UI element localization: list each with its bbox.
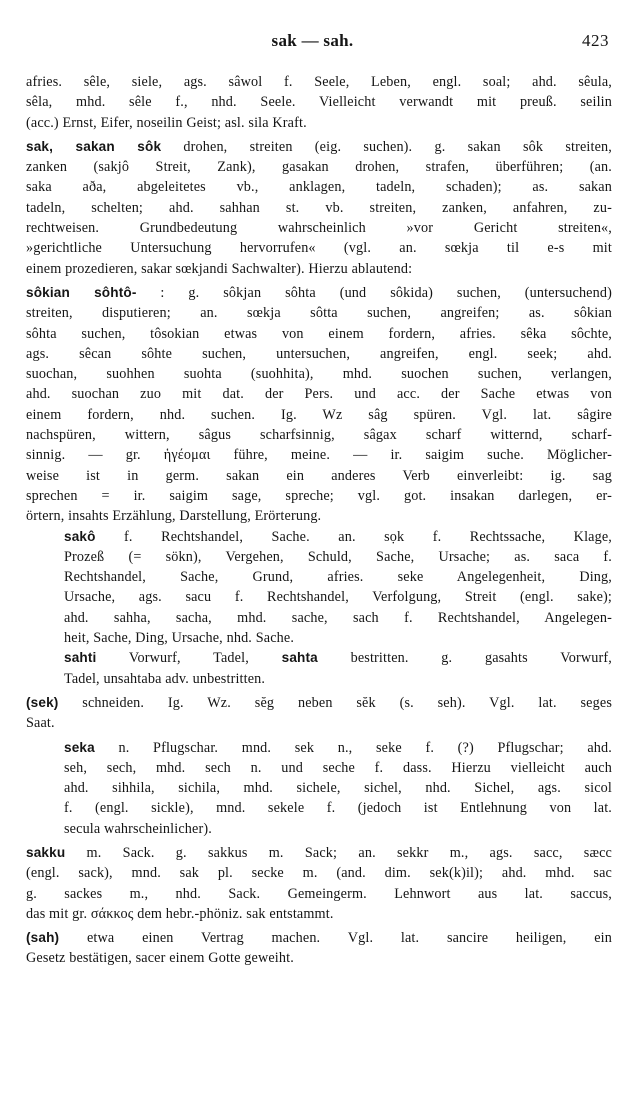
text-line	[26, 283, 612, 303]
text-run: schneiden. Ig. Wz. sĕg neben sĕk (s. seh). Vgl. lat. seges	[58, 694, 612, 711]
entry-headword-secondary: sahta	[281, 650, 318, 666]
text-line: afries. sêle, siele, ags. sâwol f. Seele, Leben, engl. soal; ahd. sêula,	[26, 74, 612, 90]
text-line	[26, 693, 612, 713]
text-run: f. Rechtshandel, Sache. an. sọk f. Rechtssache, Klage,	[95, 528, 612, 545]
text-line: secula wahrscheinlicher).	[64, 820, 212, 837]
entry-headword: seka	[64, 739, 95, 755]
text-line: rechtweisen. Grundbedeutung wahrscheinlich »vor Gericht streiten«,	[26, 220, 612, 237]
text-run: m. Sack. g. sakkus m. Sack; an. sekkr m., ags. sacc, sæcc	[65, 844, 612, 861]
text-line	[64, 527, 612, 547]
entry-sek	[26, 693, 612, 734]
text-line: Prozeß (= sökn), Vergehen, Schuld, Sache, Ursache; as. saca f.	[64, 548, 612, 565]
text-line: tadeln, schelten; ahd. sahhan st. vb. streiten, zanken, anfahren, zu-	[26, 199, 612, 216]
text-run: Vorwurf, Tadel,	[96, 650, 282, 667]
text-line: einem prozedieren, sakar sœkjandi Sachwalter). Hierzu ablautend:	[26, 260, 413, 277]
entry-headword: sôkian sôhtô-	[26, 284, 137, 300]
entry-sako	[64, 527, 612, 649]
entry-headword: (sah)	[26, 930, 60, 946]
page-number: 423	[582, 31, 609, 50]
text-line: seh, sech, mhd. sech n. und seche f. dass. Hierzu vielleicht auch	[64, 759, 612, 776]
dictionary-body	[26, 72, 612, 969]
text-run: bestritten. g. gasahts Vorwurf,	[317, 650, 612, 667]
text-line: zanken (sakjô Streit, Zank), gasakan drohen, strafen, überführen; (an.	[26, 159, 612, 176]
running-header-title: sak — sah.	[271, 31, 354, 50]
entry-seka	[64, 738, 612, 839]
text-line: nachspüren, wittern, sâgus scharfsinnig, sâgax scharf witternd, scharf-	[26, 427, 612, 444]
text-line: weise ist in germ. sakan ein anderes Verb einverleibt: ig. sag	[26, 467, 612, 484]
text-line: f. (engl. sickle), mnd. sekele f. (jedoch ist Entlehnung von lat.	[64, 800, 612, 817]
text-line	[64, 648, 612, 668]
text-line: Saat.	[26, 715, 55, 732]
text-line: sprechen = ir. saigim sage, spreche; vgl. got. insakan darlegen, er-	[26, 487, 612, 504]
text-line: saka aða, abgeleitetes vb., anklagen, tadeln, schaden); as. sakan	[26, 179, 612, 196]
text-line: Tadel, unsahtaba adv. unbestritten.	[64, 670, 266, 687]
entry-headword: (sek)	[26, 694, 59, 710]
entry-headword: sahti	[64, 650, 97, 666]
entry-continuation	[26, 72, 612, 133]
text-line: sêla, mhd. sêle f., nhd. Seele. Vielleicht verwandt mit preuß. seilin	[26, 94, 612, 111]
text-line: ahd. sihhila, sichila, mhd. sichele, sichel, nhd. Sichel, ags. sicol	[64, 780, 612, 797]
text-run: etwa einen Vertrag machen. Vgl. lat. sancire heiligen, ein	[59, 930, 612, 947]
text-line	[64, 738, 612, 758]
text-line: einem fordern, nhd. suchen. Ig. Wz sâg spüren. Vgl. lat. sâgire	[26, 406, 612, 423]
text-line: Ursache, ags. sacu f. Rechtshandel, Verfolgung, Streit (engl. sake);	[64, 589, 612, 606]
text-line: suochan, suohhen suohta (suohhita), mhd. suochen suchen, verlangen,	[26, 366, 612, 383]
text-line: sinnig. — gr. ἡγέομαι führe, meine. — ir. saigim suche. Möglicher-	[26, 447, 612, 464]
text-run: n. Pflugschar. mnd. sek n., seke f. (?) Pflugschar; ahd.	[94, 739, 612, 756]
entry-sah	[26, 928, 612, 969]
text-line: ahd. suochan zuo mit dat. der Pers. und acc. der Sache etwas von	[26, 386, 612, 403]
text-line	[26, 843, 612, 863]
text-line: (acc.) Ernst, Eifer, noseilin Geist; asl. sila Kraft.	[26, 114, 307, 131]
text-line: ahd. sahha, sacha, mhd. sache, sach f. Rechtshandel, Angelegen-	[64, 609, 612, 626]
entry-sahti	[64, 648, 612, 689]
entry-sak	[26, 137, 612, 279]
text-line: sôhta suchen, tôsokian etwas von einem fordern, afries. sêka sôchte,	[26, 325, 612, 342]
entry-headword: sakô	[64, 528, 96, 544]
text-line: ags. sêcan sôhte suchen, untersuchen, angreifen, engl. seek; ahd.	[26, 345, 612, 362]
entry-headword: sakku	[26, 844, 66, 860]
entry-sokian	[26, 283, 612, 527]
text-line: Rechtshandel, Sache, Grund, afries. seke Angelegenheit, Ding,	[64, 569, 612, 586]
text-line	[26, 137, 612, 157]
text-line: »gerichtliche Untersuchung hervorrufen« (vgl. an. sœkja til e-s mit	[26, 240, 612, 257]
text-line: Gesetz bestätigen, sacer einem Gotte geweiht.	[26, 950, 294, 967]
text-line: örtern, insahts Erzählung, Darstellung, Erörterung.	[26, 508, 322, 525]
entry-sakku	[26, 843, 612, 924]
text-line: g. sackes m., nhd. Sack. Gemeingerm. Lehnwort aus lat. saccus,	[26, 885, 612, 902]
text-line: (engl. sack), mnd. sak pl. secke m. (and. dim. sek(k)il); ahd. mhd. sac	[26, 865, 612, 882]
text-line: das mit gr. σάκκος dem hebr.-phöniz. sak entstammt.	[26, 905, 334, 922]
text-line: streiten, disputieren; an. sœkja sôtta suchen, angreifen; as. sôkian	[26, 305, 612, 322]
entry-headword: sak, sakan sôk	[26, 138, 162, 154]
text-run: drohen, streiten (eig. suchen). g. sakan sôk streiten,	[161, 138, 612, 155]
text-line	[26, 928, 612, 948]
text-line: heit, Sache, Ding, Ursache, nhd. Sache.	[64, 630, 295, 647]
text-run: : g. sôkjan sôhta (und sôkida) suchen, (untersuchend)	[136, 284, 612, 301]
